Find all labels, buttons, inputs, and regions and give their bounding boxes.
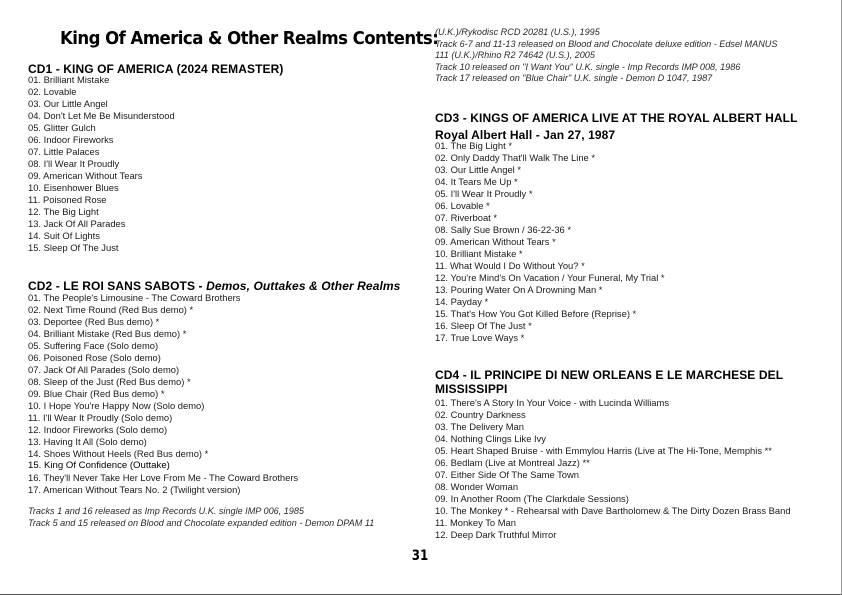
- list-item: 17. True Love Ways *: [435, 332, 525, 343]
- list-item: 06. Lovable *: [435, 200, 490, 211]
- list-item: 01. The Big Light *: [435, 140, 512, 151]
- list-item: 10. The Monkey * - Rehearsal with Dave Bartholomew & The Dirty Dozen Brass Band: [435, 505, 791, 516]
- cd3-track-list: [435, 140, 665, 344]
- list-item: 06. Bedlam (Live at Montreal Jazz) **: [435, 457, 590, 468]
- list-item: 01. The People's Limousine - The Coward Brothers: [28, 292, 241, 303]
- list-item: 03. The Delivery Man: [435, 421, 524, 432]
- list-item: 02. Next Time Round (Red Bus demo) *: [28, 304, 194, 315]
- list-item: 11. I'll Wear It Proudly (Solo demo): [28, 412, 173, 423]
- list-item: 03. Deportee (Red Bus demo) *: [28, 316, 160, 327]
- list-item: 06. Poisoned Rose (Solo demo): [28, 352, 161, 363]
- release-note: Track 10 released on "I Want You" U.K. single - Imp Records IMP 008, 1986: [435, 61, 741, 72]
- list-item: 15. King Of Confidence (Outtake): [28, 460, 170, 471]
- release-note: (U.K.)/Rykodisc RCD 20281 (U.S.), 1995: [435, 27, 600, 37]
- right-release-notes: [435, 27, 777, 85]
- list-item: 06. Indoor Fireworks: [28, 134, 114, 145]
- list-item: 16. They'll Never Take Her Love From Me - The Coward Brothers: [28, 472, 299, 483]
- list-item: 12. You're Mind's On Vacation / Your Funeral, My Trial *: [435, 272, 665, 283]
- list-item: 16. Sleep Of The Just *: [435, 320, 532, 331]
- list-item: 13. Pouring Water On A Drowning Man *: [435, 284, 603, 295]
- list-item: 09. American Without Tears *: [435, 236, 556, 247]
- list-item: 08. Sleep of the Just (Red Bus demo) *: [28, 376, 191, 387]
- cd3-heading-sub: Royal Albert Hall - Jan 27, 1987: [435, 128, 616, 142]
- list-item: 09. American Without Tears: [28, 170, 143, 181]
- cd4-heading: CD4 - IL PRINCIPE DI NEW ORLEANS E LE MARCHESE DEL MISSISSIPPI: [435, 368, 783, 396]
- list-item: 07. Either Side Of The Same Town: [435, 469, 580, 480]
- list-item: 11. What Would I Do Without You? *: [435, 260, 585, 271]
- list-item: 11. Monkey To Man: [435, 517, 516, 528]
- list-item: 04. Don't Let Me Be Misunderstood: [28, 110, 175, 121]
- list-item: 07. Jack Of All Parades (Solo demo): [28, 364, 180, 375]
- cd1-track-list: [28, 74, 175, 254]
- list-item: 08. I'll Wear It Proudly: [28, 158, 120, 169]
- list-item: 15. That's How You Got Killed Before (Reprise) *: [435, 308, 637, 319]
- list-item: 02. Lovable: [28, 86, 77, 97]
- release-note: Track 5 and 15 released on Blood and Chocolate expanded edition - Demon DPAM 11: [28, 517, 375, 528]
- list-item: 05. Glitter Gulch: [28, 122, 96, 133]
- list-item: 04. It Tears Me Up *: [435, 176, 518, 187]
- list-item: 08. Sally Sue Brown / 36-22-36 *: [435, 224, 572, 235]
- cd2-heading: [28, 279, 400, 293]
- release-note: 111 (U.K.)/Rhino R2 74642 (U.S.), 2005: [435, 50, 595, 60]
- list-item: 07. Riverboat *: [435, 212, 498, 223]
- list-item: 14. Suit Of Lights: [28, 230, 100, 241]
- cd3-heading: [435, 110, 817, 144]
- list-item: 08. Wonder Woman: [435, 481, 519, 492]
- cd2-heading-main: CD2 - LE ROI SANS SABOTS -: [28, 279, 207, 293]
- list-item: 07. Little Palaces: [28, 146, 100, 157]
- list-item: 05. I'll Wear It Proudly *: [435, 188, 533, 199]
- list-item: 01. Brilliant Mistake: [28, 74, 110, 85]
- release-note: Tracks 1 and 16 released as Imp Records U.K. single IMP 006, 1985: [28, 506, 304, 516]
- cd3-heading-main: CD3 - KINGS OF AMERICA LIVE AT THE ROYAL ALBERT HALL: [435, 111, 798, 125]
- cd2-notes: [28, 506, 374, 529]
- list-item: 04. Nothing Clings Like Ivy: [435, 433, 546, 444]
- list-item: 10. I Hope You're Happy Now (Solo demo): [28, 400, 205, 411]
- list-item: 17. American Without Tears No. 2 (Twilight version): [28, 484, 241, 495]
- list-item: 05. Heart Shaped Bruise - with Emmylou Harris (Live at The Hi-Tone, Memphis **: [435, 445, 772, 456]
- list-item: 13. Jack Of All Parades: [28, 218, 126, 229]
- release-note: Track 17 released on "Blue Chair" U.K. single - Demon D 1047, 1987: [435, 73, 713, 83]
- list-item: 12. Deep Dark Truthful Mirror: [435, 529, 557, 540]
- list-item: 15. Sleep Of The Just: [28, 242, 119, 253]
- list-item: 09. In Another Room (The Clarkdale Sessions): [435, 493, 629, 504]
- list-item: 14. Shoes Without Heels (Red Bus demo) *: [28, 448, 209, 459]
- cd2-track-list: [28, 292, 298, 496]
- list-item: 03. Our Little Angel: [28, 98, 108, 109]
- list-item: 02. Country Darkness: [435, 409, 526, 420]
- list-item: 10. Eisenhower Blues: [28, 182, 119, 193]
- list-item: 13. Having It All (Solo demo): [28, 436, 147, 447]
- list-item: 02. Only Daddy That'll Walk The Line *: [435, 152, 596, 163]
- list-item: 04. Brilliant Mistake (Red Bus demo) *: [28, 328, 187, 339]
- list-item: 11. Poisoned Rose: [28, 194, 107, 205]
- list-item: 03. Our Little Angel *: [435, 164, 521, 175]
- page-number: 31: [411, 548, 429, 564]
- page-title: King Of America & Other Realms Contents:: [60, 28, 439, 49]
- list-item: 05. Suffering Face (Solo demo): [28, 340, 159, 351]
- cd2-heading-sub: Demos, Outtakes & Other Realms: [206, 279, 401, 293]
- list-item: 09. Blue Chair (Red Bus demo) *: [28, 388, 165, 399]
- list-item: 14. Payday *: [435, 296, 489, 307]
- cd1-heading: CD1 - KING OF AMERICA (2024 REMASTER): [28, 62, 284, 76]
- list-item: 12. Indoor Fireworks (Solo demo): [28, 424, 168, 435]
- list-item: 01. There's A Story In Your Voice - with Lucinda Williams: [435, 397, 670, 408]
- release-note: Track 6-7 and 11-13 released on Blood and Chocolate deluxe edition - Edsel MANUS: [435, 38, 778, 49]
- list-item: 12. The Big Light: [28, 206, 99, 217]
- list-item: 10. Brilliant Mistake *: [435, 248, 523, 259]
- cd4-track-list: [435, 397, 791, 541]
